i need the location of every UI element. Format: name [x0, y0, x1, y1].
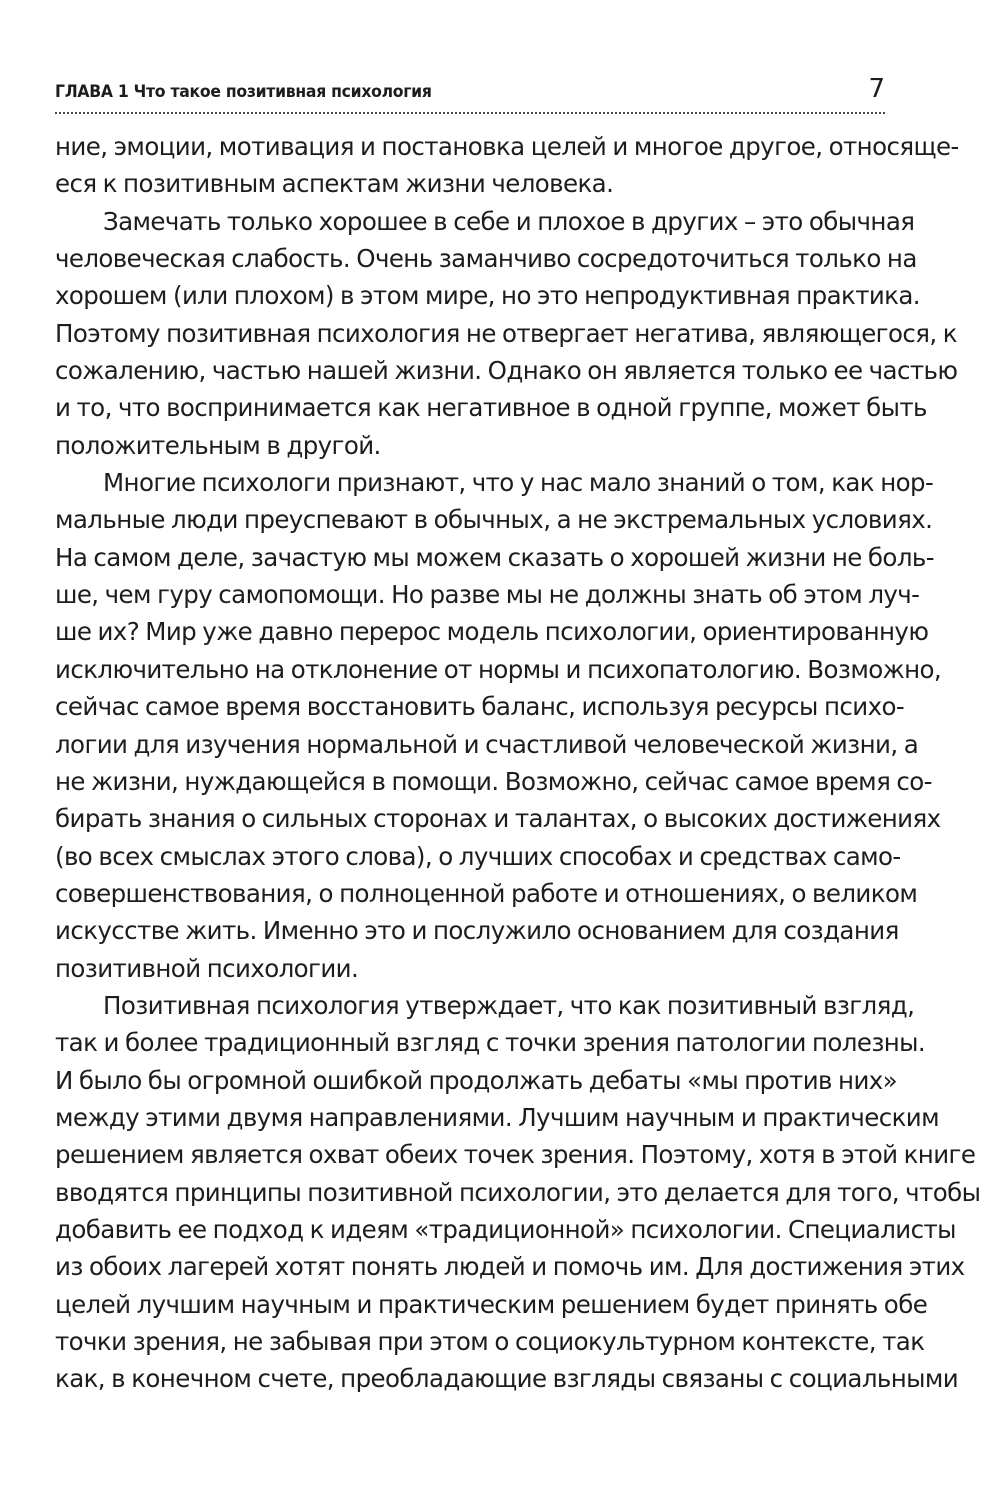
text-line: ше, чем гуру самопомощи. Но разве мы не должны знать об этом луч-: [55, 580, 920, 610]
body-text: [55, 128, 981, 1418]
text-line: сожалению, частью нашей жизни. Однако он является только ее частью: [55, 356, 958, 386]
text-line: ние, эмоции, мотивация и постановка целей и многое другое, относяще-: [55, 132, 959, 161]
text-line: из обоих лагерей хотят понять людей и помочь им. Для достижения этих: [55, 1252, 965, 1282]
text-line: Многие психологи признают, что у нас мало знаний о том, как нор-: [103, 468, 934, 498]
text-line: добавить ее подход к идеям «традиционной» психологии. Специалисты: [55, 1214, 956, 1244]
text-line: точки зрения, не забывая при этом о социокультурном контексте, так: [55, 1327, 925, 1356]
text-line: Позитивная психология утверждает, что как позитивный взгляд,: [103, 990, 915, 1020]
text-line: положительным в другой.: [55, 430, 381, 460]
text-line: решением является охват обеих точек зрения. Поэтому, хотя в этой книге: [55, 1140, 976, 1170]
text-line: И было бы огромной ошибкой продолжать дебаты «мы против них»: [55, 1065, 898, 1095]
text-line: На самом деле, зачастую мы можем сказать о хорошей жизни не боль-: [55, 542, 934, 572]
text-line: исключительно на отклонение от нормы и психопатологию. Возможно,: [55, 654, 942, 684]
text-line: мальные люди преуспевают в обычных, а не экстремальных условиях.: [55, 505, 933, 535]
text-line: ше их? Мир уже давно перерос модель психологии, ориентированную: [55, 617, 929, 647]
text-line: целей лучшим научным и практическим решением будет принять обе: [55, 1289, 928, 1319]
text-line: Замечать только хорошее в себе и плохое в других – это обычная: [103, 206, 915, 236]
text-line: бирать знания о сильных сторонах и талантах, о высоких достижениях: [55, 804, 941, 834]
text-line: Поэтому позитивная психология не отвергает негатива, являющегося, к: [55, 318, 957, 348]
text-line: как, в конечном счете, преобладающие взгляды связаны с социальными: [55, 1364, 959, 1394]
text-line: логии для изучения нормальной и счастливой человеческой жизни, а: [55, 729, 919, 759]
text-line: не жизни, нуждающейся в помощи. Возможно, сейчас самое время со-: [55, 766, 932, 796]
text-line: так и более традиционный взгляд с точки зрения патологии полезны.: [55, 1028, 926, 1058]
text-line: вводятся принципы позитивной психологии, это делается для того, чтобы: [55, 1177, 981, 1207]
text-line: сейчас самое время восстановить баланс, используя ресурсы психо-: [55, 692, 905, 722]
text-line: еся к позитивным аспектам жизни человека.: [55, 169, 614, 199]
text-line: человеческая слабость. Очень заманчиво сосредоточиться только на: [55, 244, 917, 274]
text-line: между этими двумя направлениями. Лучшим научным и практическим: [55, 1102, 939, 1132]
text-line: и то, что воспринимается как негативное в одной группе, может быть: [55, 393, 927, 423]
page-number: 7: [868, 74, 885, 104]
text-line: (во всех смыслах этого слова), о лучших способах и средствах само-: [55, 841, 901, 871]
text-line: совершенствования, о полноценной работе и отношениях, о великом: [55, 878, 918, 908]
text-line: искусстве жить. Именно это и послужило основанием для создания: [55, 916, 899, 946]
chapter-title: ГЛАВА 1 Что такое позитивная психология: [55, 82, 432, 102]
text-line: позитивной психологии.: [55, 953, 359, 983]
text-line: хорошем (или плохом) в этом мире, но это непродуктивная практика.: [55, 281, 920, 311]
running-head: [55, 72, 885, 114]
